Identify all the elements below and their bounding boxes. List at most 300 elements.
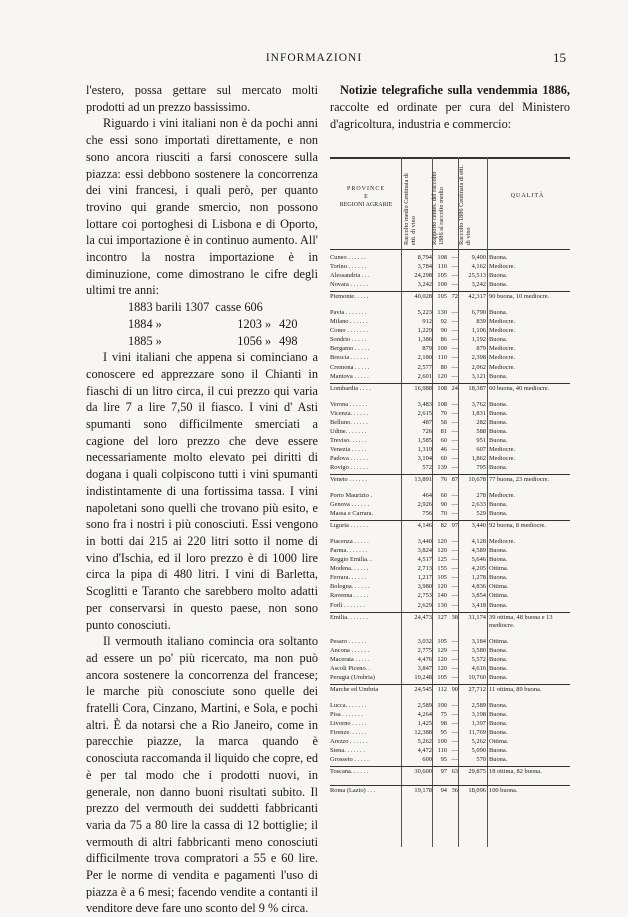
raccolto-medio: 24,545 <box>414 685 432 693</box>
paragraph-1-line-1: l'estero, possa gettare sul mercato molti <box>86 83 318 97</box>
qualita: Buona. <box>489 664 508 672</box>
raccolto-medio: 3,980 <box>417 583 432 591</box>
raccolto-1886: 18,096 <box>468 787 486 795</box>
rapporto-extra: — <box>451 738 458 745</box>
raccolto-1886: 10,760 <box>468 673 486 681</box>
raccolto-medio: 30,600 <box>414 768 432 776</box>
region-name: Veneto . . . . . . <box>330 476 367 483</box>
qualita: Buona. <box>489 547 508 555</box>
region-name: Brescia . . . . . . <box>330 354 369 362</box>
raccolto-medio: 3,104 <box>417 454 432 462</box>
qualita: Ottima. <box>489 565 509 573</box>
region-name: Mantova . . . . . <box>330 372 369 380</box>
region-name: Ascoli Piceno. . <box>330 664 371 672</box>
table-row <box>330 364 570 372</box>
raccolto-medio: 16,988 <box>414 384 432 392</box>
rapporto-extra: 24 <box>451 384 458 392</box>
left-column <box>86 82 318 917</box>
table-row <box>330 419 570 427</box>
table-row <box>330 538 570 546</box>
raccolto-medio: 13,891 <box>414 476 432 483</box>
rapporto-extra: — <box>451 592 458 600</box>
total-rule <box>330 785 570 786</box>
rapporto: 120 <box>437 538 447 546</box>
table-row <box>330 336 570 344</box>
raccolto-1886: 3,184 <box>471 637 486 645</box>
right-column <box>330 82 570 133</box>
region-name: Padova . . . . . . <box>330 454 368 462</box>
rapporto: 120 <box>437 372 447 380</box>
qualita: Buona. <box>489 400 508 408</box>
raccolto-medio: 10,248 <box>414 673 432 681</box>
raccolto-medio: 2,753 <box>417 592 432 600</box>
qualita: Buona. <box>489 254 508 261</box>
rapporto-extra: — <box>451 673 458 681</box>
rapporto-extra: 38 <box>451 613 458 621</box>
qualita: Buona. <box>489 436 508 444</box>
raccolto-1886: 3,854 <box>471 592 486 600</box>
rapporto-extra: — <box>451 254 458 261</box>
rapporto: 76 <box>440 476 447 483</box>
rapporto: 120 <box>437 547 447 555</box>
rapporto: 60 <box>440 454 447 462</box>
rapporto-extra: — <box>451 409 458 417</box>
qualita: Buona. <box>489 655 508 663</box>
table-row <box>330 702 570 710</box>
header-qualita: QUALITÀ <box>510 193 545 199</box>
rapporto-extra: — <box>451 309 458 317</box>
rapporto: 80 <box>440 363 447 371</box>
table-row <box>330 354 570 362</box>
rapporto: 100 <box>437 738 447 745</box>
raccolto-1886: 4,589 <box>471 547 486 555</box>
qualita: Buona. <box>489 309 508 317</box>
table-row <box>330 711 570 719</box>
region-name: Liguria . . . . . . <box>330 522 368 530</box>
rapporto: 100 <box>437 345 447 353</box>
total-rule <box>330 766 570 767</box>
rapporto-extra: — <box>451 747 458 755</box>
region-name: Pavia . . . . . . . <box>330 309 367 317</box>
table-top-rule <box>330 157 570 159</box>
raccolto-medio: 5,223 <box>417 309 432 317</box>
qualita: Buona. <box>489 463 508 471</box>
rapporto: 100 <box>437 701 447 709</box>
raccolto-medio: 24,473 <box>414 613 432 621</box>
table-row <box>330 674 570 682</box>
raccolto-1886: 588 <box>476 427 486 435</box>
raccolto-1886: 2,589 <box>471 701 486 709</box>
rapporto-extra: — <box>451 701 458 709</box>
qualita: Mediocre. <box>489 327 516 335</box>
rapporto: 120 <box>437 664 447 672</box>
table-total-row <box>330 787 570 795</box>
table-header-rule <box>330 249 570 250</box>
qualita: Mediocre. <box>489 318 516 326</box>
qualita: Buona. <box>489 756 508 764</box>
rapporto: 108 <box>437 254 447 261</box>
table-caption-bold: Notizie telegrafiche sulla vendemmia 1886, <box>340 83 570 97</box>
rapporto: 155 <box>437 565 447 573</box>
rapporto-extra: — <box>451 538 458 546</box>
rapporto: 125 <box>437 556 447 564</box>
rapporto: 110 <box>437 263 447 271</box>
table-row <box>330 327 570 335</box>
table-row <box>330 729 570 737</box>
table-total-row <box>330 385 570 393</box>
qualita: Buona. <box>489 510 508 518</box>
rapporto: 60 <box>440 436 447 444</box>
rapporto-extra: 72 <box>451 293 458 301</box>
qualita: Buona. <box>489 728 508 736</box>
rapporto-extra: — <box>451 345 458 353</box>
rapporto: 100 <box>437 281 447 289</box>
raccolto-medio: 12,388 <box>414 728 432 736</box>
table-row <box>330 574 570 582</box>
raccolto-medio: 756 <box>422 510 432 518</box>
qualita: 11 ottima, 89 buona. <box>489 685 542 693</box>
qualita: Buona. <box>489 409 508 417</box>
table-row <box>330 656 570 664</box>
qualita: Buona. <box>489 556 508 564</box>
qualita: 92 buona, 8 mediocre. <box>489 522 546 530</box>
region-name: Alessandria . . . <box>330 272 370 280</box>
total-rule <box>330 383 570 384</box>
raccolto-medio: 2,615 <box>417 409 432 417</box>
header-province-line-2: E <box>364 194 368 200</box>
raccolto-1886: 3,440 <box>471 522 486 530</box>
raccolto-1886: 3,580 <box>471 646 486 654</box>
qualita: 18 ottima, 82 buona. <box>489 768 542 776</box>
raccolto-medio: 4,517 <box>417 556 432 564</box>
raccolto-medio: 3,242 <box>417 281 432 289</box>
rapporto-extra: — <box>451 510 458 518</box>
raccolto-1886: 1,106 <box>471 327 486 335</box>
region-name: Torino . . . . . . <box>330 263 367 271</box>
raccolto-1886: 1,192 <box>471 336 486 344</box>
rapporto: 105 <box>437 637 447 645</box>
raccolto-medio: 1,229 <box>417 327 432 335</box>
raccolto-medio: 3,784 <box>417 263 432 271</box>
table-row <box>330 647 570 655</box>
qualita: Buona. <box>489 646 508 654</box>
region-name: Bologna. . . . . . <box>330 583 370 591</box>
raccolto-medio: 24,298 <box>414 272 432 280</box>
raccolto-1886: 282 <box>476 418 486 426</box>
qualita: Buona. <box>489 281 508 289</box>
raccolto-medio: 2,601 <box>417 372 432 380</box>
raccolto-medio: 2,180 <box>417 354 432 362</box>
raccolto-1886: 4,836 <box>471 583 486 591</box>
region-name: Rovigo . . . . . . <box>330 463 368 471</box>
qualita: 39 ottima, 48 buona e 13 mediocre. <box>489 613 553 629</box>
qualita: 90 buona, 10 mediocre. <box>489 293 550 301</box>
raccolto-medio: 3,032 <box>417 637 432 645</box>
table-total-row <box>330 522 570 530</box>
rapporto-extra: 36 <box>451 787 458 795</box>
rapporto-extra: — <box>451 418 458 426</box>
raccolto-1886: 3,242 <box>471 281 486 289</box>
rapporto: 58 <box>440 418 447 426</box>
rapporto-extra: — <box>451 655 458 663</box>
table-row <box>330 547 570 555</box>
raccolto-medio: 2,926 <box>417 501 432 509</box>
raccolto-medio: 1,217 <box>417 574 432 582</box>
rapporto-extra: — <box>451 719 458 727</box>
rapporto: 105 <box>437 272 447 280</box>
region-name: Marche ed Umbria <box>330 685 379 693</box>
raccolto-1886: 5,572 <box>471 655 486 663</box>
rapporto-extra: 97 <box>451 522 458 530</box>
rapporto: 120 <box>437 583 447 591</box>
rapporto: 95 <box>440 728 447 736</box>
table-row <box>330 501 570 509</box>
table-total-row <box>330 768 570 776</box>
rapporto-extra: — <box>451 281 458 289</box>
region-name: Macerata . . . . . <box>330 655 370 663</box>
region-name: Massa e Carrara. <box>330 510 374 518</box>
region-name: Verona . . . . . . <box>330 400 368 408</box>
rapporto-extra: — <box>451 436 458 444</box>
rapporto: 97 <box>440 768 447 776</box>
qualita: Mediocre. <box>489 454 516 462</box>
raccolto-medio: 572 <box>422 463 432 471</box>
region-name: Piemonte. . . . . <box>330 293 369 301</box>
table-row <box>330 455 570 463</box>
raccolto-medio: 2,577 <box>417 363 432 371</box>
raccolto-1886: 570 <box>476 756 486 764</box>
rapporto-extra: — <box>451 372 458 380</box>
raccolto-medio: 1,425 <box>417 719 432 727</box>
rapporto: 86 <box>440 336 447 344</box>
rapporto: 110 <box>437 747 447 755</box>
rapporto: 139 <box>437 463 447 471</box>
raccolto-1886: 529 <box>476 510 486 518</box>
table-row <box>330 747 570 755</box>
header-province-line-3: REGIONI AGRARIE <box>339 202 393 208</box>
table-row <box>330 254 570 262</box>
table-row <box>330 510 570 518</box>
rapporto: 105 <box>437 574 447 582</box>
qualita: 100 buona. <box>489 787 518 795</box>
region-name: Modena. . . . . . <box>330 565 369 573</box>
raccolto-medio: 3,824 <box>417 547 432 555</box>
rapporto: 81 <box>440 427 447 435</box>
qualita: Mediocre. <box>489 354 516 362</box>
total-rule <box>330 474 570 475</box>
rapporto: 129 <box>437 646 447 654</box>
harvest-table <box>330 145 570 845</box>
table-row <box>330 410 570 418</box>
stat-1884-c: 420 <box>279 316 298 331</box>
rapporto-extra: — <box>451 272 458 280</box>
qualita: Buona. <box>489 372 508 380</box>
rapporto-extra: — <box>451 664 458 672</box>
table-row <box>330 428 570 436</box>
rapporto: 82 <box>440 522 447 530</box>
raccolto-1886: 1,278 <box>471 574 486 582</box>
table-row <box>330 345 570 353</box>
table-row <box>330 318 570 326</box>
region-name: Reggio Emilia. . <box>330 556 372 564</box>
raccolto-medio: 2,713 <box>417 565 432 573</box>
rapporto: 140 <box>437 592 447 600</box>
raccolto-medio: 3,440 <box>417 538 432 546</box>
qualita: Buona. <box>489 719 508 727</box>
region-name: Perugia (Umbria) <box>330 673 375 681</box>
paragraph-4: Il vermouth italiano comincia ora soltanto ad essere un po' più ricercato, ma non può ancora sostenere la concorrenza del francese; le marche più conosciute sono quelle dei fratelli Cora, Cinzano, Martini, e Sola, e pochi altri. È da notarsi che a Rio Janeiro, come in parecchie piazze, la marca quando è conosciuta raccomanda il liquido che copre, ed è per tal modo che i prodotti nuovi, in generale, non danno buoni risultati subito. Il prezzo del vermouth dei suddetti fabbricanti varia da 75 a 80 lire la cassa di 12 bottiglie; il vermouth di altri fabbricanti meno conosciuti difficilmente trova compratori a 55 e 60 lire. Per le norme di vendita e pagamenti l'uso di piazza è a 6 mesi; facendo vendite a contanti il venditore deve fare uno sconto del 9 % circa. <box>86 634 318 916</box>
table-row <box>330 738 570 746</box>
raccolto-1886: 4,128 <box>471 538 486 546</box>
region-name: Bergamo . . . . . <box>330 345 370 353</box>
region-name: Pisa . . . . . . . <box>330 710 364 718</box>
raccolto-1886: 9,400 <box>471 254 486 261</box>
raccolto-1886: 1,831 <box>471 409 486 417</box>
region-name: Parma. . . . . . . <box>330 547 368 555</box>
rapporto-extra: — <box>451 336 458 344</box>
region-name: Livorno . . . . . <box>330 719 367 727</box>
table-row <box>330 720 570 728</box>
table-row <box>330 592 570 600</box>
raccolto-medio: 487 <box>422 418 432 426</box>
rapporto-extra: — <box>451 646 458 654</box>
qualita: Buona. <box>489 272 508 280</box>
rapporto-extra: — <box>451 556 458 564</box>
raccolto-medio: 4,472 <box>417 747 432 755</box>
raccolto-medio: 2,589 <box>417 701 432 709</box>
raccolto-1886: 607 <box>476 445 486 453</box>
rapporto-extra: — <box>451 445 458 453</box>
rapporto-extra: — <box>451 463 458 471</box>
raccolto-1886: 1,862 <box>471 454 486 462</box>
qualita: Mediocre. <box>489 538 516 546</box>
rapporto: 90 <box>440 327 447 335</box>
raccolto-1886: 3,762 <box>471 400 486 408</box>
table-total-row <box>330 686 570 694</box>
raccolto-1886: 2,062 <box>471 363 486 371</box>
qualita: Buona. <box>489 574 508 582</box>
rapporto-extra: — <box>451 728 458 736</box>
qualita: Ottima. <box>489 592 509 600</box>
qualita: Buona. <box>489 336 508 344</box>
region-name: Grosseto . . . . . <box>330 756 369 764</box>
stat-1885-c: 498 <box>279 333 298 348</box>
rapporto: 94 <box>440 787 447 795</box>
stat-row-1885 <box>128 333 298 350</box>
raccolto-medio: 5,262 <box>417 738 432 745</box>
raccolto-1886: 31,174 <box>468 613 486 621</box>
rapporto: 46 <box>440 445 447 453</box>
header-province <box>330 185 402 209</box>
rapporto-extra: 90 <box>451 685 458 693</box>
region-name: Belluno. . . . . . <box>330 418 368 426</box>
rapporto: 105 <box>437 293 447 301</box>
region-name: Cuneo . . . . . . <box>330 254 366 261</box>
qualita: Mediocre. <box>489 363 516 371</box>
header-province-line-1: PROVINCE <box>346 186 385 192</box>
raccolto-1886: 2,633 <box>471 501 486 509</box>
rapporto: 108 <box>437 384 447 392</box>
rapporto-extra: — <box>451 501 458 509</box>
raccolto-medio: 1,319 <box>417 445 432 453</box>
stat-row-1883 <box>128 299 298 316</box>
raccolto-1886: 278 <box>476 492 486 499</box>
table-row <box>330 756 570 764</box>
region-name: Treviso. . . . . . <box>330 436 367 444</box>
raccolto-1886: 10,678 <box>468 476 486 483</box>
rapporto: 105 <box>437 673 447 681</box>
qualita: 77 buona, 23 mediocre. <box>489 476 550 483</box>
raccolto-medio: 4,476 <box>417 655 432 663</box>
raccolto-1886: 5,262 <box>471 738 486 745</box>
raccolto-medio: 8,794 <box>417 254 432 261</box>
table-row <box>330 309 570 317</box>
region-name: Lombardia . . . . <box>330 384 371 392</box>
table-row <box>330 665 570 673</box>
raccolto-1886: 1,397 <box>471 719 486 727</box>
rapporto: 70 <box>440 510 447 518</box>
region-name: Firenze. . . . . . <box>330 728 367 736</box>
paragraph-2: Riguardo i vini italiani non è da pochi anni che essi sono importati direttamente, e non sono ancora riusciti a farsi conoscere sulla piazza: essi debbono sostenere la concorrenza dei vini francesi, i quali però, per quanto trovino qui grande smercio, non possono lottare coi portoghesi di Lisbona e di Oporto, la cui importazione è in continuo aumento. All' incontro la nostra importazione è in diminuzione, come dimostrano le cifre degli ultimi tre anni: <box>86 116 318 298</box>
rapporto-extra: — <box>451 710 458 718</box>
qualita: Ottima. <box>489 583 509 591</box>
stat-1884-b: 1203 » <box>237 316 272 331</box>
region-name: Lucca. . . . . . . <box>330 701 367 709</box>
raccolto-medio: 1,386 <box>417 336 432 344</box>
qualita: Buona. <box>489 701 508 709</box>
raccolto-1886: 3,418 <box>471 601 486 609</box>
raccolto-1886: 4,205 <box>471 565 486 573</box>
raccolto-1886: 4,616 <box>471 664 486 672</box>
rapporto: 95 <box>440 756 447 764</box>
region-name: Emilia. . . . . . . <box>330 613 368 621</box>
region-name: Ancona . . . . . . <box>330 646 370 654</box>
table-row <box>330 446 570 454</box>
region-name: Novara . . . . . . <box>330 281 368 289</box>
header-raccolto-1886: Raccolto 1886 Centinaia di etti. di vino <box>458 165 472 245</box>
rapporto-extra: — <box>451 354 458 362</box>
qualita: Ottima. <box>489 738 509 745</box>
region-name: Milano . . . . . . <box>330 318 368 326</box>
rapporto: 70 <box>440 409 447 417</box>
raccolto-1886: 42,317 <box>468 293 486 301</box>
raccolto-1886: 795 <box>476 463 486 471</box>
raccolto-medio: 1,585 <box>417 436 432 444</box>
stat-row-1884 <box>128 316 298 333</box>
raccolto-1886: 25,513 <box>468 272 486 280</box>
rapporto-extra: — <box>451 601 458 609</box>
region-name: Sondrio . . . . . <box>330 336 367 344</box>
region-name: Siena. . . . . . . <box>330 747 365 755</box>
table-row <box>330 638 570 646</box>
qualita: Mediocre. <box>489 345 516 353</box>
rapporto: 112 <box>437 685 447 693</box>
qualita: Buona. <box>489 710 508 718</box>
qualita: Ottima. <box>489 637 509 645</box>
raccolto-medio: 2,775 <box>417 646 432 654</box>
rapporto: 120 <box>437 655 447 663</box>
paragraph-1-line-2: prodotti ad un prezzo bassissimo. <box>86 99 251 114</box>
qualita: Mediocre. <box>489 492 516 499</box>
rapporto-extra: — <box>451 637 458 645</box>
table-row <box>330 583 570 591</box>
rapporto: 108 <box>437 400 447 408</box>
qualita: 60 buona, 40 mediocre. <box>489 384 550 392</box>
raccolto-1886: 3,198 <box>471 710 486 718</box>
table-row <box>330 373 570 381</box>
rapporto-extra: 87 <box>451 476 458 483</box>
region-name: Como . . . . . . . <box>330 327 368 335</box>
